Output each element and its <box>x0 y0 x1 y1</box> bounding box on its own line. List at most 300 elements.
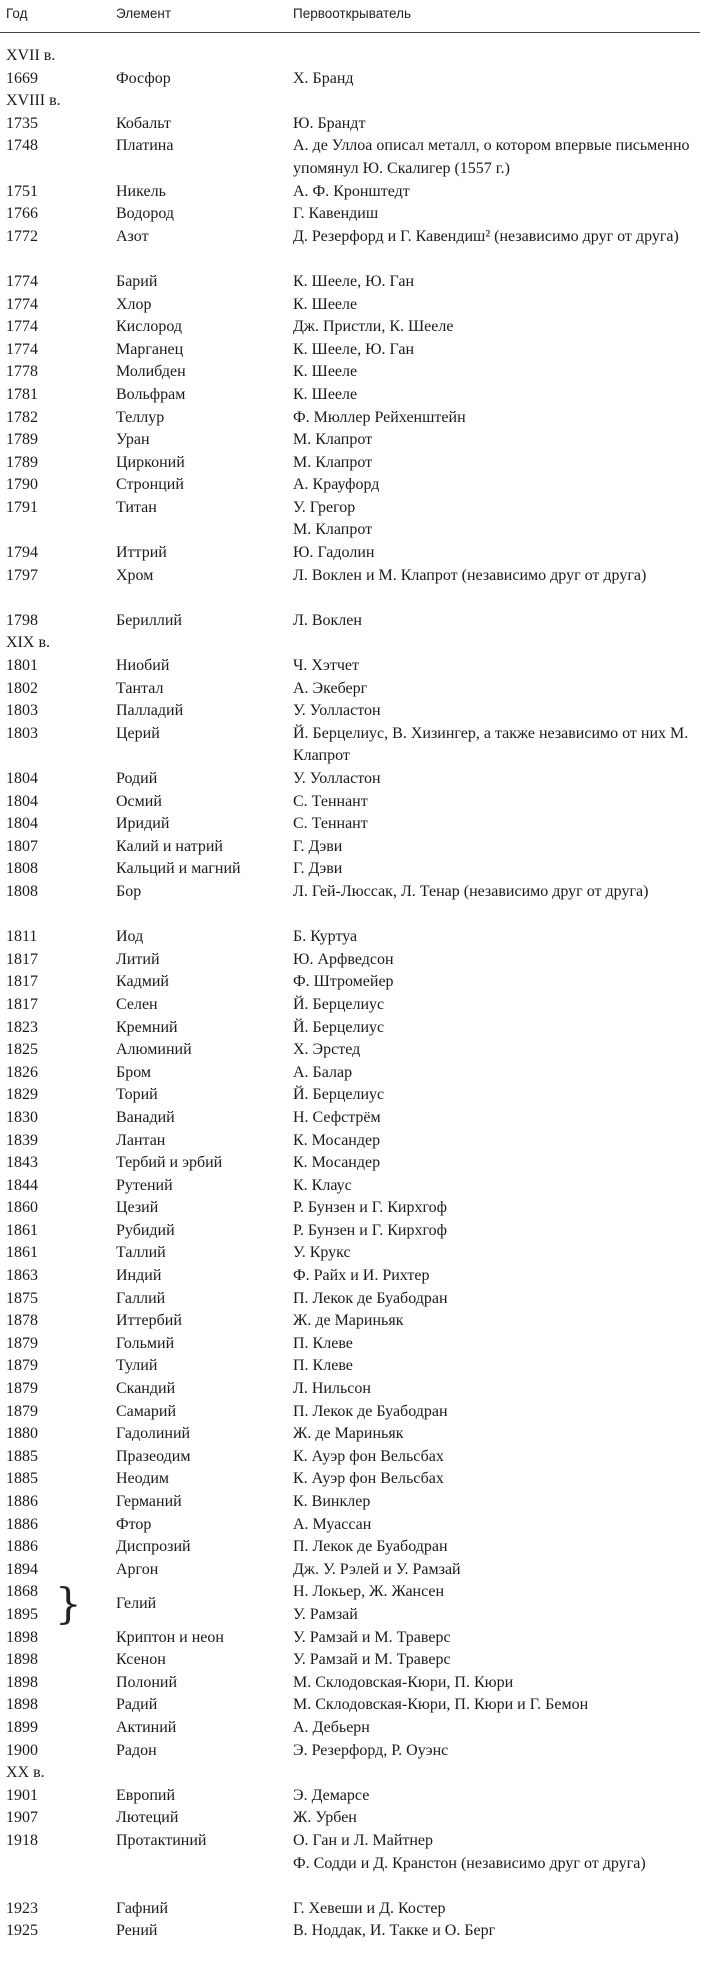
year-cell: 1817 <box>6 995 38 1013</box>
table-row <box>0 1220 704 1243</box>
year-cell: 1774 <box>6 318 38 336</box>
element-cell: Кремний <box>116 1018 178 1036</box>
year-cell: 1808 <box>6 882 38 900</box>
discoverer-cell: К. Мосандер <box>293 1154 381 1172</box>
discoverer-cell: М. Склодовская-Кюри, П. Кюри и Г. Бемон <box>293 1696 589 1714</box>
table-row <box>0 678 704 701</box>
element-cell: Иттрий <box>116 544 167 562</box>
year-cell: 1886 <box>6 1538 38 1556</box>
century-heading: XVIII в. <box>6 92 61 110</box>
discoverer-cell: Э. Демарсе <box>293 1786 370 1804</box>
element-cell: Марганец <box>116 340 184 358</box>
year-cell: 1925 <box>6 1922 38 1940</box>
element-cell: Галлий <box>116 1289 166 1307</box>
table-row <box>0 429 704 452</box>
table-row <box>0 1152 704 1175</box>
year-cell: 1861 <box>6 1221 38 1239</box>
table-row <box>0 407 704 430</box>
discoverer-cell: Дж. У. Рэлей и У. Рамзай <box>293 1560 461 1578</box>
discoverer-cell: Д. Резерфорд и Г. Кавендиш² (независимо друг от друга) <box>293 227 679 245</box>
table-row <box>0 768 704 791</box>
year-cell: 1826 <box>6 1063 38 1081</box>
table-header <box>0 6 704 26</box>
element-cell: Алюминий <box>116 1041 192 1059</box>
discoverer-cell: М. Клапрот <box>293 521 373 539</box>
year-cell: 1669 <box>6 69 38 87</box>
element-cell: Титан <box>116 498 157 516</box>
discoverer-cell: К. Ауэр фон Вельсбах <box>293 1470 444 1488</box>
discoverer-cell: Ф. Райх и И. Рихтер <box>293 1267 430 1285</box>
element-cell: Полоний <box>116 1673 178 1691</box>
discoverer-cell: Л. Воклен и М. Клапрот (независимо друг от друга) <box>293 566 647 584</box>
year-cell: 1766 <box>6 205 38 223</box>
element-cell: Протактиний <box>116 1831 207 1849</box>
table-row <box>0 1536 704 1559</box>
discoverer-cell: Н. Локьер, Ж. Жансен <box>293 1583 445 1601</box>
table-row <box>0 497 704 520</box>
discoverer-cell: К. Шееле <box>293 363 358 381</box>
year-cell: 1789 <box>6 431 38 449</box>
element-cell: Фтор <box>116 1515 152 1533</box>
table-row <box>0 1649 704 1672</box>
year-cell: 1772 <box>6 227 38 245</box>
discoverer-cell: К. Шееле, Ю. Ган <box>293 272 415 290</box>
table-row <box>0 1468 704 1491</box>
year-cell: 1808 <box>6 860 38 878</box>
discoverer-cell: У. Рамзай и М. Траверс <box>293 1651 451 1669</box>
element-cell: Скандий <box>116 1380 176 1398</box>
element-cell: Германий <box>116 1493 182 1510</box>
discoverer-cell: А. де Уллоа описал металл, о котором впервые письменно упомянул Ю. Скалигер (1557 г.) <box>293 137 690 177</box>
table-row <box>0 1740 704 1763</box>
table-row <box>0 971 704 994</box>
discoverer-cell: М. Склодовская-Кюри, П. Кюри <box>293 1673 514 1691</box>
discoverer-cell: Ф. Мюллер Рейхенштейн <box>293 408 466 426</box>
table-row <box>0 361 704 384</box>
table-row <box>0 339 704 362</box>
element-cell: Актиний <box>116 1718 177 1736</box>
table-row <box>0 1785 704 1808</box>
year-cell: 1829 <box>6 1086 38 1104</box>
element-cell: Диспрозий <box>116 1538 191 1556</box>
table-row <box>0 1491 704 1514</box>
element-cell: Индий <box>116 1267 162 1285</box>
table-row <box>0 1355 704 1378</box>
discoverer-cell: С. Теннант <box>293 815 368 833</box>
element-cell: Бор <box>116 882 142 900</box>
element-cell: Лантан <box>116 1131 166 1149</box>
table-row <box>0 1333 704 1356</box>
discoverer-cell: У. Грегор <box>293 498 356 516</box>
year-cell: 1880 <box>6 1425 38 1443</box>
header-rule <box>0 32 700 33</box>
discoverer-cell: Г. Дэви <box>293 860 343 878</box>
year-cell: 1803 <box>6 702 38 720</box>
table-row <box>0 881 704 926</box>
year-cell: 1885 <box>6 1470 38 1488</box>
table-row <box>0 926 704 949</box>
year-cell: 1860 <box>6 1199 38 1217</box>
discoverer-cell: Л. Воклен <box>293 611 362 629</box>
element-cell: Гафний <box>116 1899 169 1917</box>
element-cell: Церий <box>116 724 160 742</box>
table-row <box>0 791 704 814</box>
year-cell: 1804 <box>6 770 38 787</box>
discoverer-cell: К. Шееле, Ю. Ган <box>293 340 415 358</box>
year-cell: 1807 <box>6 837 38 855</box>
discoverer-cell: А. Дебьерн <box>293 1718 370 1736</box>
header-element: Элемент <box>116 6 172 21</box>
element-cell: Гадолиний <box>116 1425 191 1443</box>
element-cell: Хром <box>116 566 154 584</box>
table-row <box>0 813 704 836</box>
year-cell: 1735 <box>6 114 38 132</box>
table-row <box>0 226 704 271</box>
discoverer-cell: Й. Берцелиус <box>293 1086 385 1104</box>
table-row <box>0 1242 704 1265</box>
element-cell: Вольфрам <box>116 385 186 403</box>
discoverer-cell: К. Шееле <box>293 295 358 313</box>
element-cell: Родий <box>116 770 158 787</box>
year-cell: 1885 <box>6 1447 38 1465</box>
year-cell: 1774 <box>6 272 38 290</box>
year-cell: 1918 <box>6 1831 38 1849</box>
element-cell: Фосфор <box>116 69 171 87</box>
element-cell: Палладий <box>116 702 184 720</box>
table-row <box>0 294 704 317</box>
element-cell: Лютеций <box>116 1809 179 1827</box>
year-cell: 1899 <box>6 1718 38 1736</box>
table-row <box>0 1039 704 1062</box>
discoverer-cell: Г. Кавендиш <box>293 205 379 223</box>
year-cell: 1811 <box>6 928 38 946</box>
table-row <box>0 836 704 859</box>
discoverer-cell: У. Уолластон <box>293 770 381 787</box>
discoverer-cell: К. Шееле <box>293 385 358 403</box>
discoverer-cell: Х. Эрстед <box>293 1041 361 1059</box>
element-cell: Тербий и эрбий <box>116 1154 223 1172</box>
discoverer-cell: Л. Гей-Люссак, Л. Тенар (независимо друг от друга) <box>293 882 649 900</box>
element-cell: Селен <box>116 995 158 1013</box>
element-cell: Азот <box>116 227 149 245</box>
element-cell: Гелий <box>116 1594 157 1612</box>
element-cell: Таллий <box>116 1244 166 1262</box>
discoverer-cell: Й. Берцелиус <box>293 995 385 1013</box>
discoverer-cell: М. Клапрот <box>293 431 373 449</box>
year-cell: 1781 <box>6 385 38 403</box>
table-row <box>0 1717 704 1740</box>
discoverer-cell: П. Клеве <box>293 1357 353 1375</box>
century-heading: XVII в. <box>6 47 56 64</box>
year-cell: 1844 <box>6 1176 38 1194</box>
table-row <box>0 723 704 768</box>
discoverer-cell: Г. Дэви <box>293 837 343 855</box>
year-cell: 1782 <box>6 408 38 426</box>
table-row <box>0 1514 704 1537</box>
table-row <box>0 519 704 542</box>
year-cell: 1797 <box>6 566 38 584</box>
element-cell: Ванадий <box>116 1108 175 1126</box>
discoverer-cell: Ю. Арфведсон <box>293 950 394 968</box>
year-cell: 1791 <box>6 498 38 516</box>
element-cell: Празеодим <box>116 1447 191 1465</box>
year-cell: 1804 <box>6 815 38 833</box>
element-cell: Барий <box>116 272 158 290</box>
year-cell: 1923 <box>6 1899 38 1917</box>
year-cell: 1825 <box>6 1041 38 1059</box>
brace-mark: } <box>55 1579 82 1629</box>
table-row <box>0 1446 704 1469</box>
discoverer-cell: Ч. Хэтчет <box>293 657 359 675</box>
discoverer-cell: П. Лекок де Буабодран <box>293 1289 448 1307</box>
year-cell: 1817 <box>6 973 38 991</box>
table-row <box>0 181 704 204</box>
discoverer-cell: Й. Берцелиус <box>293 1018 385 1036</box>
element-cell: Молибден <box>116 363 186 381</box>
discoverer-cell: А. Экеберг <box>293 679 368 697</box>
century-heading: XX в. <box>6 1764 45 1782</box>
year-cell: 1803 <box>6 724 38 742</box>
discoverer-cell: Ф. Штромейер <box>293 973 394 991</box>
table-row <box>0 1107 704 1130</box>
table-row <box>0 1062 704 1085</box>
element-cell: Хлор <box>116 295 152 313</box>
table-row <box>0 542 704 565</box>
year-cell: 1774 <box>6 295 38 313</box>
year-cell: 1868 <box>6 1583 38 1601</box>
discoverer-cell: Ю. Гадолин <box>293 544 375 562</box>
table-row <box>0 384 704 407</box>
element-cell: Цезий <box>116 1199 159 1217</box>
table-row <box>0 1423 704 1446</box>
discoverer-cell: А. Муассан <box>293 1515 372 1533</box>
discoverer-cell: В. Ноддак, И. Такке и О. Берг <box>293 1922 496 1940</box>
discoverer-cell: А. Ф. Кронштедт <box>293 182 410 200</box>
element-cell: Осмий <box>116 792 162 810</box>
table-row <box>0 452 704 475</box>
element-cell: Аргон <box>116 1560 159 1578</box>
element-cell: Кадмий <box>116 973 169 991</box>
element-cell: Литий <box>116 950 160 968</box>
table-row <box>0 994 704 1017</box>
year-cell: 1879 <box>6 1402 38 1420</box>
element-cell: Гольмий <box>116 1334 175 1352</box>
discoverer-cell: Г. Хевеши и Д. Костер <box>293 1899 446 1917</box>
element-cell: Калий и натрий <box>116 837 223 855</box>
table-row <box>0 68 704 91</box>
table-row <box>0 1920 704 1943</box>
table-row <box>0 1197 704 1220</box>
element-cell: Платина <box>116 137 174 155</box>
year-cell: 1778 <box>6 363 38 381</box>
year-cell: 1748 <box>6 137 38 155</box>
discoverer-cell: Ж. де Мариньяк <box>293 1425 404 1443</box>
year-cell: 1898 <box>6 1651 38 1669</box>
table-row <box>0 1627 704 1650</box>
element-cell: Бериллий <box>116 611 182 629</box>
discoverer-cell: Б. Куртуа <box>293 928 358 946</box>
table-row <box>0 949 704 972</box>
year-cell: 1900 <box>6 1741 38 1759</box>
table-row <box>0 700 704 723</box>
discoverer-cell: Дж. Пристли, К. Шееле <box>293 318 454 336</box>
element-cell: Европий <box>116 1786 176 1804</box>
table-row <box>0 1084 704 1107</box>
element-cell: Радон <box>116 1741 157 1759</box>
table-row <box>0 316 704 339</box>
year-cell: 1907 <box>6 1809 38 1827</box>
discoverer-cell: Ж. де Мариньяк <box>293 1312 404 1330</box>
discoverer-cell: У. Рамзай <box>293 1605 358 1623</box>
table-row <box>0 113 704 136</box>
header-discoverer: Первооткрыватель <box>293 6 411 21</box>
year-cell: 1901 <box>6 1786 38 1804</box>
discoverer-cell: Р. Бунзен и Г. Кирхгоф <box>293 1221 448 1239</box>
year-cell: 1774 <box>6 340 38 358</box>
element-cell: Тантал <box>116 679 164 697</box>
year-cell: 1798 <box>6 611 38 629</box>
element-cell: Торий <box>116 1086 158 1104</box>
element-cell: Цирконий <box>116 453 185 471</box>
element-cell: Радий <box>116 1696 158 1714</box>
table-row <box>0 1175 704 1198</box>
table-row <box>0 1830 704 1853</box>
year-cell: 1898 <box>6 1696 38 1714</box>
table-row <box>0 858 704 881</box>
year-cell: 1898 <box>6 1628 38 1646</box>
discoverer-cell: Н. Сефстрём <box>293 1108 381 1126</box>
year-cell: 1830 <box>6 1108 38 1126</box>
element-cell: Иод <box>116 928 144 946</box>
year-cell: 1875 <box>6 1289 38 1307</box>
table-row <box>0 1310 704 1333</box>
element-cell: Криптон и неон <box>116 1628 224 1646</box>
discoverer-cell: Р. Бунзен и Г. Кирхгоф <box>293 1199 448 1217</box>
year-cell: 1823 <box>6 1018 38 1036</box>
discoverer-cell: Ф. Содди и Д. Кранстон (независимо друг от друга) <box>293 1854 646 1872</box>
element-cell: Ксенон <box>116 1651 166 1669</box>
year-cell: 1879 <box>6 1334 38 1352</box>
discoverer-cell: К. Ауэр фон Вельсбах <box>293 1447 444 1465</box>
discoverer-cell: П. Лекок де Буабодран <box>293 1402 448 1420</box>
century-heading: XIX в. <box>6 634 50 652</box>
year-cell: 1751 <box>6 182 38 200</box>
year-cell: 1886 <box>6 1493 38 1510</box>
discoverer-cell: А. Балар <box>293 1063 353 1081</box>
discoverer-cell: Ю. Брандт <box>293 114 366 132</box>
year-cell: 1879 <box>6 1380 38 1398</box>
element-cell: Кальций и магний <box>116 860 241 878</box>
year-cell: 1886 <box>6 1515 38 1533</box>
element-cell: Рубидий <box>116 1221 175 1239</box>
table-row <box>0 1401 704 1424</box>
element-cell: Бром <box>116 1063 152 1081</box>
table-row <box>0 1378 704 1401</box>
element-cell: Водород <box>116 205 175 223</box>
discoverer-cell: П. Лекок де Буабодран <box>293 1538 448 1556</box>
discoverer-cell: А. Крауфорд <box>293 476 380 494</box>
year-cell: 1794 <box>6 544 38 562</box>
table-row <box>0 1672 704 1695</box>
element-cell: Стронций <box>116 476 184 494</box>
discoverer-cell: К. Мосандер <box>293 1131 381 1149</box>
year-cell: 1804 <box>6 792 38 810</box>
element-cell: Ниобий <box>116 657 170 675</box>
element-cell: Неодим <box>116 1470 170 1488</box>
header-year: Год <box>6 6 28 21</box>
discoverer-cell: К. Винклер <box>293 1493 371 1510</box>
year-cell: 1839 <box>6 1131 38 1149</box>
discoverer-cell: Ж. Урбен <box>293 1809 357 1827</box>
year-cell: 1894 <box>6 1560 38 1578</box>
year-cell: 1863 <box>6 1267 38 1285</box>
year-cell: 1861 <box>6 1244 38 1262</box>
year-cell: 1789 <box>6 453 38 471</box>
discoverer-cell: О. Ган и Л. Майтнер <box>293 1831 434 1849</box>
year-cell: 1895 <box>6 1605 38 1623</box>
table-row <box>0 1017 704 1040</box>
table-body <box>0 45 704 1943</box>
table-row <box>0 1130 704 1153</box>
element-cell: Кислород <box>116 318 182 336</box>
element-cell: Уран <box>116 431 150 449</box>
table-row <box>0 1579 704 1629</box>
discoverer-cell: У. Уолластон <box>293 702 381 720</box>
table-row <box>0 610 704 633</box>
year-cell: 1801 <box>6 657 38 675</box>
discoverer-cell: К. Клаус <box>293 1176 352 1194</box>
year-cell: 1879 <box>6 1357 38 1375</box>
discoverer-cell: У. Крукс <box>293 1244 351 1262</box>
discoverer-cell: П. Клеве <box>293 1334 353 1352</box>
table-row <box>0 1853 704 1898</box>
table-row <box>0 1898 704 1921</box>
year-cell: 1898 <box>6 1673 38 1691</box>
element-cell: Кобальт <box>116 114 171 132</box>
table-row <box>0 1265 704 1288</box>
table-row <box>0 655 704 678</box>
discoverer-cell: Х. Бранд <box>293 69 354 87</box>
element-cell: Иридий <box>116 815 170 833</box>
element-cell: Теллур <box>116 408 165 426</box>
element-cell: Самарий <box>116 1402 177 1420</box>
table-row <box>0 1694 704 1717</box>
table-row <box>0 565 704 610</box>
discoverer-cell: Э. Резерфорд, Р. Оуэнс <box>293 1741 449 1759</box>
year-cell: 1843 <box>6 1154 38 1172</box>
table-row <box>0 203 704 226</box>
discoverer-cell: С. Теннант <box>293 792 368 810</box>
discoverer-cell: У. Рамзай и М. Траверс <box>293 1628 451 1646</box>
table-row <box>0 135 704 180</box>
element-cell: Тулий <box>116 1357 158 1375</box>
discoverer-cell: Й. Берцелиус, В. Хизингер, а также независимо от них М. Клапрот <box>293 724 689 765</box>
element-cell: Рутений <box>116 1176 173 1194</box>
year-cell: 1802 <box>6 679 38 697</box>
table-row <box>0 1807 704 1830</box>
table-row <box>0 474 704 497</box>
element-cell: Никель <box>116 182 166 200</box>
element-cell: Иттербий <box>116 1312 182 1330</box>
discoverer-cell: М. Клапрот <box>293 453 373 471</box>
year-cell: 1817 <box>6 950 38 968</box>
year-cell: 1790 <box>6 476 38 494</box>
year-cell: 1878 <box>6 1312 38 1330</box>
element-cell: Рений <box>116 1922 158 1940</box>
table-row <box>0 1288 704 1311</box>
discoverer-cell: Л. Нильсон <box>293 1380 371 1398</box>
table-row <box>0 271 704 294</box>
